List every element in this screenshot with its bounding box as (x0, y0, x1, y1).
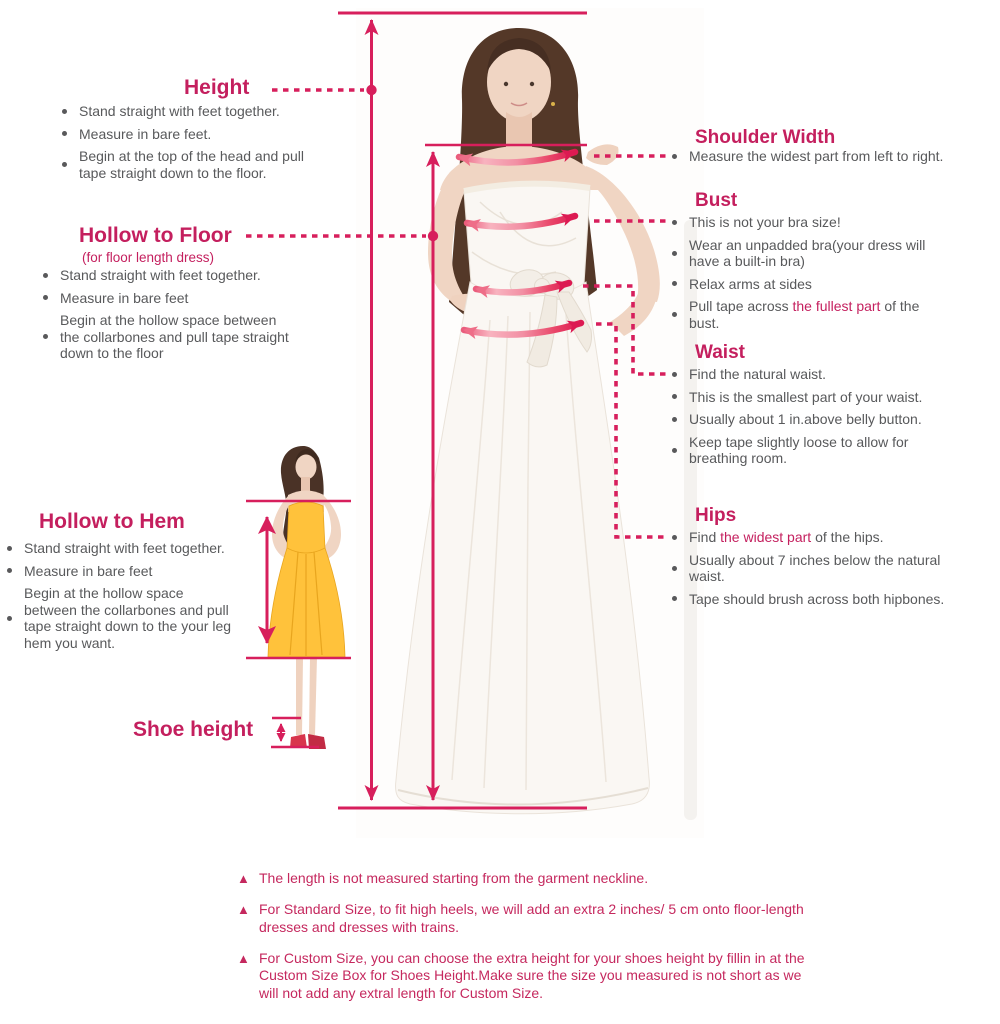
bullet-icon (672, 394, 677, 399)
list-item (672, 298, 941, 331)
list-item: This is the smallest part of your waist. (672, 389, 949, 406)
model-figure-small (268, 446, 345, 749)
height-bullets (62, 103, 309, 187)
bust-title: Bust (695, 190, 738, 211)
bullet-icon (43, 334, 48, 339)
list-item: Usually about 1 in.above belly button. (672, 411, 949, 428)
warning-triangle-icon: ▲ (237, 902, 250, 918)
bust-bullets (672, 214, 941, 337)
list-item: Measure the widest part from left to right. (672, 148, 999, 165)
list-item: Measure in bare feet. (62, 126, 309, 143)
list-item: Stand straight with feet together. (7, 540, 240, 557)
list-item: Stand straight with feet together. (43, 267, 290, 284)
list-item: Keep tape slightly loose to allow for breathing room. (672, 434, 949, 467)
list-item (672, 529, 999, 546)
hollow-to-floor-title: Hollow to Floor (79, 224, 232, 247)
waist-bullets (672, 366, 949, 473)
highlighted-text: the widest part (720, 529, 812, 545)
hips-title: Hips (695, 505, 737, 526)
list-item: Stand straight with feet together. (62, 103, 309, 120)
list-item: Tape should brush across both hipbones. (672, 591, 999, 608)
bullet-icon (672, 154, 677, 159)
hips-bullets (672, 529, 999, 613)
bullet-icon (62, 162, 67, 167)
list-item: Begin at the top of the head and pull tape straight down to the floor. (62, 148, 309, 181)
text-segment: of the hips. (811, 529, 884, 545)
hollow-to-hem-bullets (7, 540, 240, 657)
model-figure-main (356, 8, 704, 838)
shoe-height-title: Shoe height (133, 718, 254, 741)
hollow-to-hem-title: Hollow to Hem (39, 510, 185, 533)
note-item: ▲ For Custom Size, you can choose the extra height for your shoes height by fillin in at the Custom Size Box for Shoes Height.Make sure the size you measured is not short as we will not add any extral length for Custom Size. (237, 950, 805, 1001)
list-item: Usually about 7 inches below the natural waist. (672, 552, 999, 585)
highlighted-text: the fullest part (792, 298, 881, 315)
bullet-icon (672, 372, 677, 377)
list-item: This is not your bra size! (672, 214, 941, 231)
bullet-icon (672, 312, 677, 317)
list-item: Begin at the hollow space between the collarbones and pull tape straight down to the floor (43, 312, 290, 362)
bullet-icon (7, 568, 12, 573)
warning-triangle-icon: ▲ (237, 871, 250, 886)
text-segment: Pull tape across (689, 298, 793, 315)
warning-triangle-icon: ▲ (237, 951, 250, 967)
shoulder-width-title: Shoulder Width (695, 127, 836, 148)
height-connector-dot (366, 85, 376, 95)
bullet-icon (672, 448, 677, 453)
bullet-icon (62, 131, 67, 136)
list-item: Measure in bare feet (7, 563, 240, 580)
list-item: Find the natural waist. (672, 366, 949, 383)
list-item: Measure in bare feet (43, 290, 290, 307)
bullet-icon (672, 566, 677, 571)
bullet-icon (672, 535, 677, 540)
bullet-icon (43, 295, 48, 300)
text-segment: Find (689, 529, 721, 545)
bullet-icon (62, 109, 67, 114)
note-item: ▲ For Standard Size, to fit high heels, we will add an extra 2 inches/ 5 cm onto floor-length dresses and dresses with trains. (237, 901, 804, 935)
list-item: Wear an unpadded bra(your dress will have a built-in bra) (672, 237, 941, 270)
bullet-icon (672, 220, 677, 225)
bullet-icon (7, 616, 12, 621)
list-item: Begin at the hollow space between the collarbones and pull tape straight down to the your leg hem you want. (7, 585, 240, 651)
shoulder-width-bullets (672, 148, 999, 171)
bullet-icon (672, 251, 677, 256)
bullet-icon (7, 546, 12, 551)
notes-section (237, 870, 837, 1016)
list-item: Relax arms at sides (672, 276, 941, 293)
text-segment: of the bust. (689, 298, 920, 331)
bullet-icon (672, 281, 677, 286)
bullet-icon (43, 273, 48, 278)
bullet-icon (672, 417, 677, 422)
hollow-to-floor-bullets (43, 267, 290, 368)
note-item: ▲ The length is not measured starting from the garment neckline. (237, 870, 649, 886)
hollow-to-floor-subtitle: (for floor length dress) (82, 250, 215, 265)
waist-title: Waist (695, 342, 745, 363)
bullet-icon (672, 596, 677, 601)
hollow-to-floor-connector-dot (428, 231, 438, 241)
height-title: Height (184, 76, 250, 99)
